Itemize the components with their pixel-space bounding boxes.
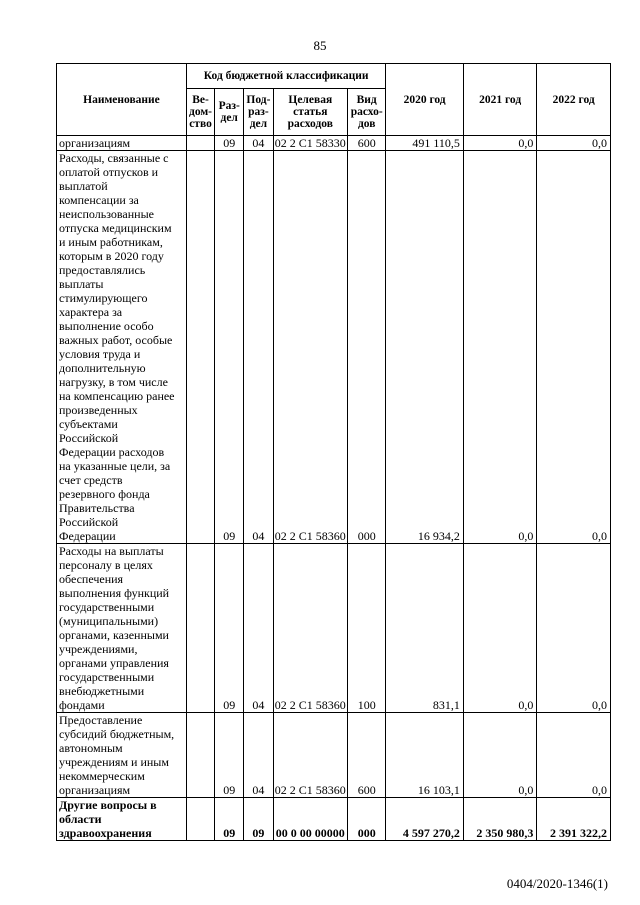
cell-podrazdel: 04 [244,136,273,151]
cell-tselevaya: 02 2 С1 58360 [273,544,348,713]
cell-y2021: 0,0 [463,136,537,151]
footer-code: 0404/2020-1346(1) [506,876,608,891]
cell-ved [186,151,214,544]
header-name: Наименование [57,64,187,136]
cell-y2020: 16 103,1 [386,713,464,798]
table-row [57,136,611,151]
table-header [57,64,611,136]
header-podrazdel: Под- раз- дел [244,89,273,136]
cell-y2020: 491 110,5 [386,136,464,151]
row-name: организациям [57,136,187,151]
cell-vid: 100 [348,544,386,713]
cell-ved [186,798,214,841]
header-tselevaya: Целевая статья расходов [273,89,348,136]
table-body [57,136,611,841]
row-name: Другие вопросы в области здравоохранения [57,798,187,841]
cell-tselevaya: 02 2 С1 58360 [273,151,348,544]
cell-tselevaya: 00 0 00 00000 [273,798,348,841]
cell-y2022: 0,0 [537,544,611,713]
row-name: Расходы, связанные с оплатой отпусков и выплатой компенсации за неиспользованные отпуска медицинским и иным работникам, которым в 2020 году предоставлялись выплаты стимулирующего характера за выполнение особо важных работ, особые условия труда и дополнительную нагрузку, в том числе на компенсацию ранее произведенных субъектами Российской Федерации расходов на указанные цели, за счет средств резервного фонда Правительства Российской Федерации [57,151,187,544]
row-name: Расходы на выплаты персоналу в целях обеспечения выполнения функций государственными (муниципальными) органами, казенными учреждениями, органами управления государственными внебюджетными фондами [57,544,187,713]
header-vedomstvo: Ве- дом- ство [186,89,214,136]
cell-y2021: 0,0 [463,544,537,713]
cell-razdel: 09 [215,713,244,798]
cell-razdel: 09 [215,136,244,151]
header-razdel: Раз- дел [215,89,244,136]
cell-vid: 000 [348,798,386,841]
cell-ved [186,544,214,713]
cell-y2020: 16 934,2 [386,151,464,544]
header-2021: 2021 год [463,64,537,136]
cell-podrazdel: 04 [244,151,273,544]
budget-table [56,63,611,841]
table-row [57,544,611,713]
header-budget-code: Код бюджетной классификации [186,64,385,89]
cell-vid: 600 [348,713,386,798]
header-2020: 2020 год [386,64,464,136]
cell-y2020: 4 597 270,2 [386,798,464,841]
cell-y2022: 0,0 [537,713,611,798]
header-vid: Вид расхо- дов [348,89,386,136]
page-number: 85 [313,38,327,53]
cell-podrazdel: 09 [244,798,273,841]
cell-vid: 000 [348,151,386,544]
cell-podrazdel: 04 [244,544,273,713]
cell-y2022: 0,0 [537,136,611,151]
cell-ved [186,136,214,151]
row-name: Предоставление субсидий бюджетным, автономным учреждениям и иным некоммерческим организациям [57,713,187,798]
table-row [57,713,611,798]
cell-y2020: 831,1 [386,544,464,713]
table-row [57,798,611,841]
cell-podrazdel: 04 [244,713,273,798]
cell-tselevaya: 02 2 С1 58360 [273,713,348,798]
table-row [57,151,611,544]
cell-vid: 600 [348,136,386,151]
cell-razdel: 09 [215,544,244,713]
cell-tselevaya: 02 2 С1 58330 [274,136,346,150]
cell-y2022: 0,0 [537,151,611,544]
cell-y2022: 2 391 322,2 [537,798,611,841]
cell-razdel: 09 [215,151,244,544]
cell-y2021: 2 350 980,3 [463,798,537,841]
header-2022: 2022 год [537,64,611,136]
cell-ved [186,713,214,798]
cell-razdel: 09 [215,798,244,841]
cell-y2021: 0,0 [463,713,537,798]
cell-y2021: 0,0 [463,151,537,544]
